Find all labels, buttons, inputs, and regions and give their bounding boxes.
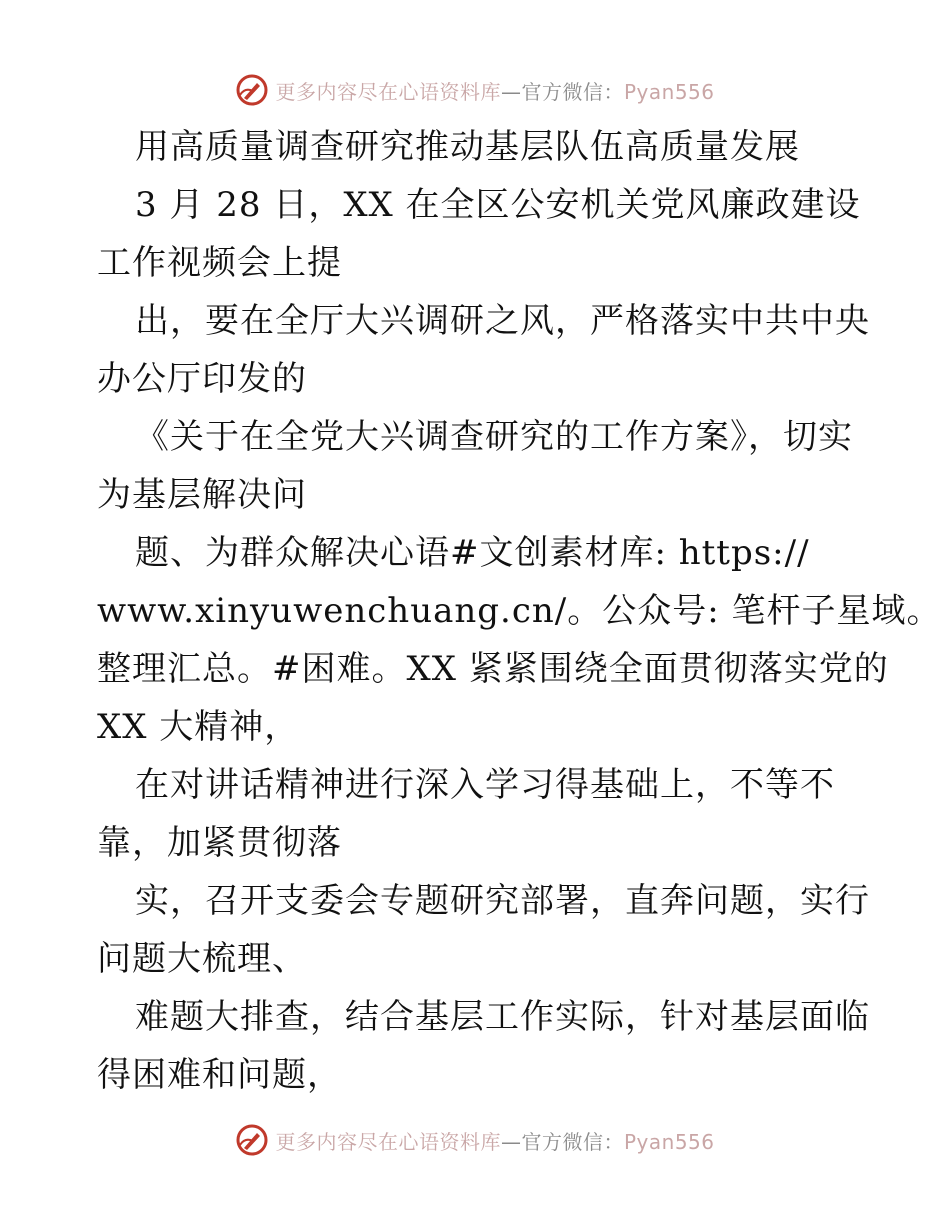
doc-line: 为基层解决问 (97, 475, 307, 515)
pen-logo-icon (235, 1123, 269, 1157)
doc-line: 得困难和问题， (97, 1055, 342, 1095)
doc-line: 《关于在全党大兴调查研究的工作方案》，切实 (135, 417, 853, 457)
doc-line: 出，要在全厅大兴调研之风，严格落实中共中央 (135, 301, 870, 341)
doc-line: www.xinyuwenchuang.cn/。公众号: 笔杆子星域。 (97, 591, 942, 631)
doc-line: 难题大排查，结合基层工作实际，针对基层面临 (135, 997, 870, 1037)
doc-line: 整理汇总。#困难。XX 紧紧围绕全面贯彻落实党的 (97, 649, 889, 689)
document-body (97, 118, 942, 1104)
doc-line: 办公厅印发的 (97, 359, 307, 399)
doc-line: XX 大精神， (97, 707, 300, 747)
watermark-text (275, 76, 714, 105)
watermark-contact-label: 官方微信： (521, 79, 624, 104)
doc-title: 用高质量调查研究推动基层队伍高质量发展 (135, 127, 800, 167)
doc-line: 题、为群众解决心语#文创素材库: https:// (135, 533, 810, 573)
watermark-contact-label: 官方微信： (521, 1129, 624, 1154)
doc-line: 工作视频会上提 (97, 243, 342, 283)
doc-line: 靠，加紧贯彻落 (97, 823, 342, 863)
watermark-contact-id: Pyan556 (623, 79, 715, 104)
header-watermark (0, 70, 950, 110)
watermark-contact-id: Pyan556 (623, 1129, 715, 1154)
pen-logo-icon (235, 73, 269, 107)
watermark-site-text: 更多内容尽在心语资料库 (275, 79, 501, 104)
watermark-separator: — (500, 1129, 522, 1154)
footer-watermark (0, 1120, 950, 1160)
watermark-separator: — (500, 79, 522, 104)
watermark-text (275, 1126, 714, 1155)
doc-line: 在对讲话精神进行深入学习得基础上，不等不 (135, 765, 835, 805)
doc-line: 问题大梳理、 (97, 939, 307, 979)
doc-line: 实，召开支委会专题研究部署，直奔问题，实行 (135, 881, 870, 921)
watermark-site-text: 更多内容尽在心语资料库 (275, 1129, 501, 1154)
doc-line: 3 月 28 日，XX 在全区公安机关党风廉政建设 (135, 185, 861, 225)
